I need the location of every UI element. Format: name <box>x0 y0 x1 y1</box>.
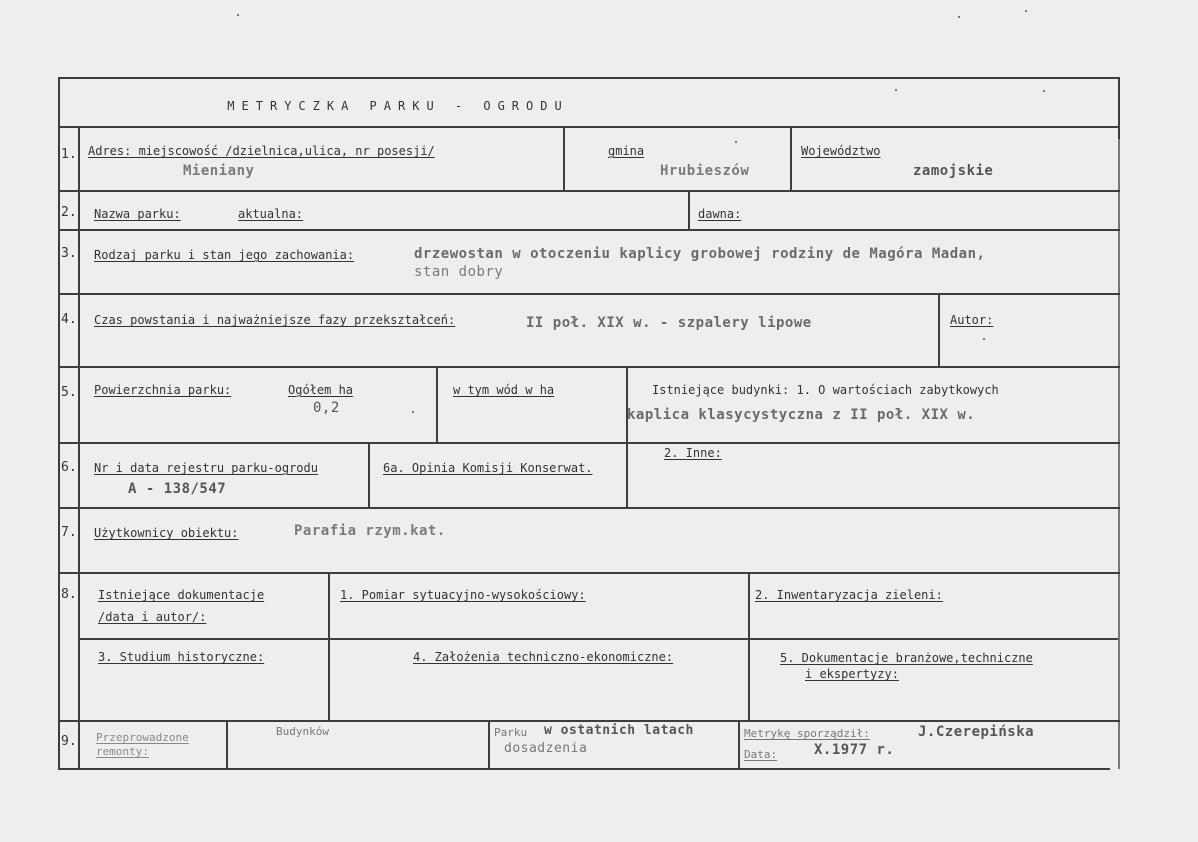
frame-right-top <box>1118 77 1120 139</box>
row-number-3: 3. <box>61 246 77 261</box>
frame-right <box>1118 139 1120 769</box>
documentation-label-line1: Istniejące dokumentacje <box>98 588 265 602</box>
frame-top <box>58 77 1120 79</box>
total-area-value: 0,2 <box>313 400 340 416</box>
frame-left <box>58 77 60 770</box>
existing-buildings-label: Istniejące budynki: 1. O wartościach zabytkowych <box>652 383 999 397</box>
row-number-8: 8. <box>61 587 77 602</box>
r2-divider <box>688 190 690 229</box>
r9-divider-b <box>488 720 490 768</box>
register-label: Nr i data rejestru parku-ogrodu <box>94 461 318 475</box>
frame-bottom <box>58 768 1110 770</box>
r8-divider-b <box>748 572 750 720</box>
branch-docs-label-line1: 5. Dokumentacje branżowe,techniczne <box>780 651 1033 665</box>
branch-docs-label-line2: i ekspertyzy: <box>805 667 899 681</box>
scan-speck <box>983 338 985 340</box>
conservation-opinion-label: 6a. Opinia Komisji Konserwat. <box>383 461 593 475</box>
r9-divider-a <box>226 720 228 768</box>
r9-divider-c <box>738 720 740 768</box>
row-number-1: 1. <box>61 147 77 162</box>
row-divider-6 <box>58 442 1120 444</box>
park-area-label: Powierzchnia parku: <box>94 383 232 397</box>
r4-divider <box>938 293 940 366</box>
r5-divider-b <box>626 366 628 507</box>
row-number-7: 7. <box>61 525 77 540</box>
row-divider-9 <box>58 720 1120 722</box>
scan-speck <box>1043 90 1045 92</box>
scan-speck <box>237 14 239 16</box>
author-label: Autor: <box>950 313 994 327</box>
history-phases-label: Czas powstania i najważniejsze fazy przekształceń: <box>94 313 456 327</box>
scan-speck <box>895 89 897 91</box>
prepared-by-label: Metrykę sporządził: <box>744 727 870 740</box>
existing-buildings-value: kaplica klasycystyczna z II poł. XIX w. <box>627 407 976 423</box>
gmina-label: gmina <box>608 144 645 158</box>
park-type-label: Rodzaj parku i stan jego zachowania: <box>94 248 355 262</box>
row-divider-1 <box>58 126 1120 128</box>
renovations-park-value-line2: dosadzenia <box>504 741 588 756</box>
renovations-label-line1: Przeprowadzone <box>96 731 189 744</box>
address-label: Adres: miejscowość /dzielnica,ulica, nr posesji/ <box>88 144 435 158</box>
date-value: X.1977 r. <box>814 742 895 758</box>
scan-speck <box>735 141 737 143</box>
row-divider-5 <box>58 366 1120 368</box>
current-name-label: aktualna: <box>238 207 304 221</box>
row-number-2: 2. <box>61 205 77 220</box>
users-label: Użytkownicy obiektu: <box>94 526 239 540</box>
r1-divider-b <box>790 126 792 190</box>
survey-label: 1. Pomiar sytuacyjno-wysokościowy: <box>340 588 586 602</box>
row-number-9: 9. <box>61 734 77 749</box>
renovations-label-line2: remonty: <box>96 745 149 758</box>
number-column-line <box>78 126 80 768</box>
park-name-label: Nazwa parku: <box>94 207 181 221</box>
former-name-label: dawna: <box>698 207 742 221</box>
row-number-6: 6. <box>61 460 77 475</box>
register-value: A - 138/547 <box>128 481 227 497</box>
renovations-park-label: Parku <box>494 726 528 739</box>
row-divider-8b <box>78 638 1118 640</box>
address-value: Mieniany <box>183 163 255 179</box>
park-record-card <box>58 77 1120 770</box>
voivodeship-label: Województwo <box>801 144 881 158</box>
scan-speck <box>412 411 414 413</box>
park-type-value-line2: stan dobry <box>414 264 504 280</box>
r1-divider-a <box>563 126 565 190</box>
row-number-4: 4. <box>61 312 77 327</box>
voivodeship-value: zamojskie <box>913 163 994 179</box>
water-area-label: w tym wód w ha <box>453 383 555 397</box>
renovations-park-value-line1: w ostatnich latach <box>544 723 694 738</box>
other-buildings-label: 2. Inne: <box>664 446 722 460</box>
history-phases-value: II poł. XIX w. - szpalery lipowe <box>526 315 812 331</box>
scan-speck <box>1025 10 1027 12</box>
row-divider-4 <box>58 293 1120 295</box>
historical-study-label: 3. Studium historyczne: <box>98 650 265 664</box>
row-divider-3 <box>58 229 1120 231</box>
r6-divider <box>368 442 370 507</box>
users-value: Parafia rzym.kat. <box>294 523 446 539</box>
row-divider-8 <box>58 572 1120 574</box>
form-title: METRYCZKA PARKU - OGRODU <box>227 99 569 113</box>
documentation-label-line2: /data i autor/: <box>98 610 207 624</box>
renovations-buildings-label: Budynków <box>276 725 329 738</box>
total-area-label: Ogółem ha <box>288 383 354 397</box>
park-type-value-line1: drzewostan w otoczeniu kaplicy grobowej rodziny de Magóra Madan, <box>414 246 986 262</box>
date-label: Data: <box>744 748 778 761</box>
r8-divider-a <box>328 572 330 720</box>
greenery-inventory-label: 2. Inwentaryzacja zieleni: <box>755 588 943 602</box>
prepared-by-value: J.Czerepińska <box>918 724 1035 740</box>
row-number-5: 5. <box>61 385 77 400</box>
row-divider-2 <box>58 190 1120 192</box>
gmina-value: Hrubieszów <box>660 163 750 179</box>
row-divider-7 <box>58 507 1120 509</box>
r5-divider-a <box>436 366 438 442</box>
tech-econ-label: 4. Założenia techniczno-ekonomiczne: <box>413 650 674 664</box>
scan-speck <box>958 16 960 18</box>
